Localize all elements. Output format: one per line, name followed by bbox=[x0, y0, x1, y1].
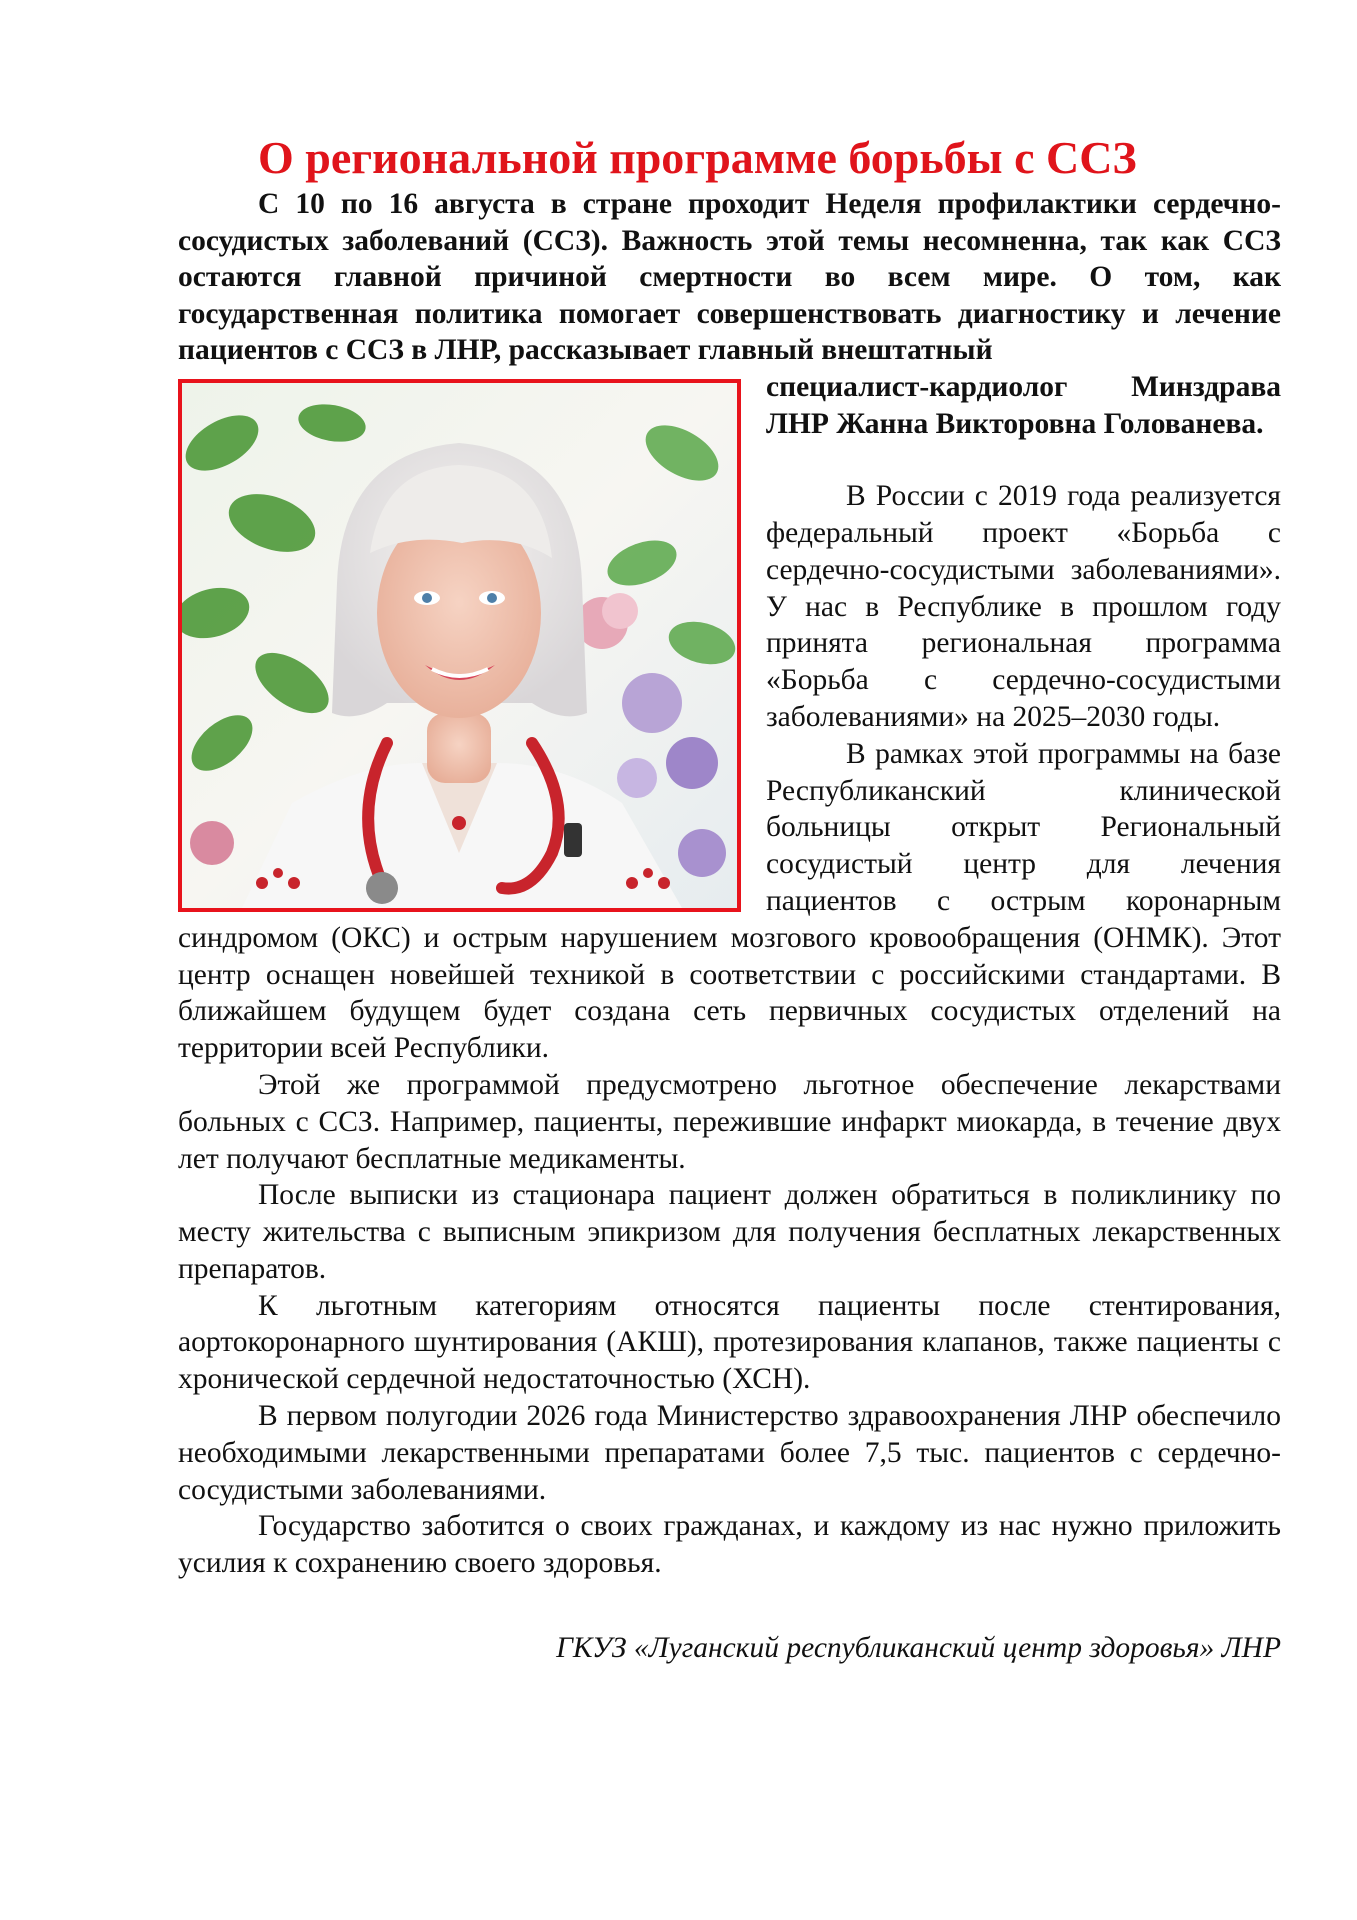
paragraph-federal-project: В России с 2019 года реализуется федеральный проект «Борьба с сердечно-сосудистыми заболеваниями». У нас в Республике в прошлом году принята региональная программа «Борьба с сердечно-сосудистыми заболеваниями» на 2025–2030 годы. bbox=[766, 480, 1281, 733]
portrait-illustration bbox=[182, 383, 737, 908]
paragraph-first-half-2026: В первом полугодии 2026 года Министерство здравоохранения ЛНР обеспечило необходимыми лекарственными препаратами более 7,5 тыс. пациентов с сердечно-сосудистыми заболеваниями. bbox=[178, 1400, 1281, 1506]
paragraph-categories: К льготным категориям относятся пациенты после стентирования, аортокоронарного шунтирования (АКШ), протезирования клапанов, также пациенты с хронической сердечной недостаточностью (ХСН). bbox=[178, 1289, 1281, 1396]
paragraph-closing: Государство заботится о своих гражданах, и каждому из нас нужно приложить усилия к сохранению своего здоровья. bbox=[178, 1510, 1281, 1580]
article-lead: С 10 по 16 августа в стране проходит Неделя профилактики сердечно-сосудистых заболеваний (ССЗ). Важность этой темы несомненна, так как ССЗ остаются главной причиной смертности во всем мире. О том, как государственная политика помогает совершенствовать диагностику и лечение пациентов с ССЗ в ЛНР, рассказывает главный внештатный bbox=[178, 188, 1281, 367]
article-lead-tail: специалист-кардиолог Минздрава ЛНР Жанна Викторовна Голованева. bbox=[766, 370, 1281, 440]
paragraph-after-discharge: После выписки из стационара пациент должен обратиться в поликлинику по месту жительства с выписным эпикризом для получения бесплатных лекарственных препаратов. bbox=[178, 1179, 1281, 1285]
article-signature: ГКУЗ «Луганский республиканский центр здоровья» ЛНР bbox=[556, 1632, 1281, 1665]
paragraph-vascular-center: В рамках этой программы на базе Республиканский клинической больницы открыт Региональный сосудистый центр для лечения пациентов с острым коронарным синдромом (ОКС) и острым нарушением мозгового кровообращения (ОНМК). Этот центр оснащен новейшей техникой в соответствии с российскими стандартами. В ближайшем будущем будет создана сеть первичных сосудистых отделений на территории всей Республики. bbox=[178, 737, 1281, 1065]
article-title: О региональной программе борьбы с ССЗ bbox=[258, 132, 1137, 183]
portrait-photo bbox=[178, 379, 741, 912]
paragraph-preferential-supply: Этой же программой предусмотрено льготное обеспечение лекарствами больных с ССЗ. Например, пациенты, пережившие инфаркт миокарда, в течение двух лет получают бесплатные медикаменты. bbox=[178, 1068, 1281, 1175]
article-page bbox=[178, 130, 1281, 1666]
